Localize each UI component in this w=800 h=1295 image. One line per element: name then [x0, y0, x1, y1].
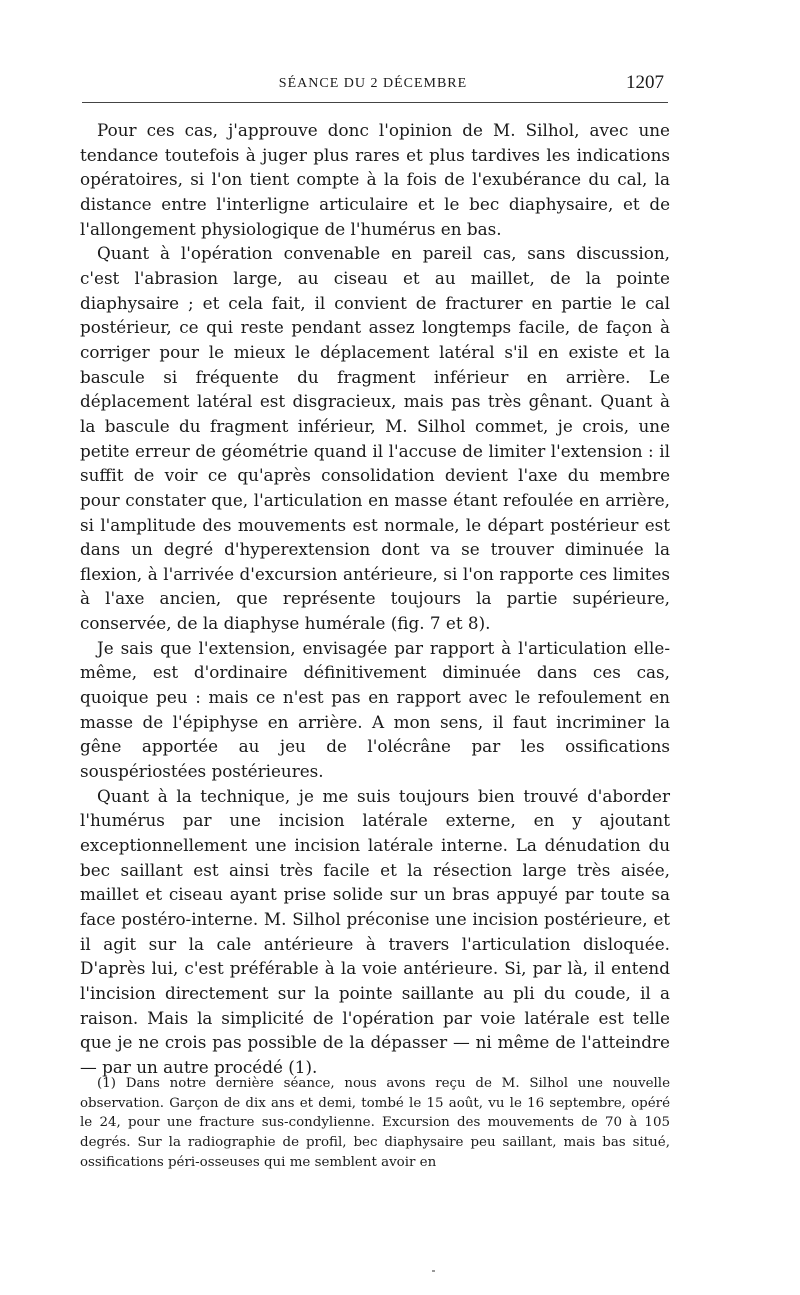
paragraph: Quant à la technique, je me suis toujours bien trouvé d'aborder l'humérus par une incision latérale externe, en y ajoutant exceptionnellement une incision latérale interne. La dénudation du bec saillant est ainsi très facile et la résection large très aisée, maillet et ciseau ayant prise solide sur un bras appuyé par toute sa face postéro-interne. M. Silhol préconise une incision postérieure, et il agit sur la cale antérieure à travers l'articulation disloquée. D'après lui, c'est préférable à la voie antérieure. Si, par là, il entend l'incision directement sur la pointe saillante au pli du coude, il a raison. Mais la simplicité de l'opération par voie latérale est telle que je ne crois pas possible de la dépasser — ni même de l'atteindre — par un autre procédé (1). [80, 785, 670, 1077]
header-rule [82, 102, 668, 103]
footnote: (1) Dans notre dernière séance, nous avons reçu de M. Silhol une nouvelle observation. Garçon de dix ans et demi, tombé le 15 août, vu le 16 septembre, opéré le 24, pour une fracture sus-condylienne. Excursion des mouvements de 70 à 105 degrés. Sur la radiographie de profil, bec diaphysaire peu saillant, mais bas situé, ossifications péri-osseuses qui me semblent avoir en [80, 1076, 670, 1170]
running-head: SÉANCE DU 2 DÉCEMBRE [278, 76, 468, 91]
paragraph: Quant à l'opération convenable en pareil cas, sans discussion, c'est l'abrasion large, au ciseau et au maillet, de la pointe diaphysaire ; et cela fait, il convient de fracturer en partie le cal postérieur, ce qui reste pendant assez longtemps facile, de façon à corriger pour le mieux le déplacement latéral s'il en existe et la bascule si fréquente du fragment inférieur en arrière. Le déplacement latéral est disgracieux, mais pas très gênant. Quant à la bascule du fragment inférieur, M. Silhol commet, je crois, une petite erreur de géométrie quand il l'accuse de limiter l'extension : il suffit de voir ce qu'après consolidation devient l'axe du membre pour constater que, l'articulation en masse étant refoulée en arrière, si l'amplitude des mouvements est normale, le départ postérieur est dans un degré d'hyperextension dont va se trouver diminuée la flexion, à l'arrivée d'excursion antérieure, si l'on rapporte ces limites à l'axe ancien, que représente toujours la partie supérieure, conservée, de la diaphyse humérale (fig. 7 et 8). [80, 243, 670, 634]
print-speck [432, 1270, 435, 1272]
main-text [80, 118, 670, 1080]
page-header [78, 72, 668, 98]
page-number: 1207 [626, 72, 664, 93]
paragraph: Je sais que l'extension, envisagée par rapport à l'articulation elle-même, est d'ordinaire définitivement diminuée dans ces cas, quoique peu : mais ce n'est pas en rapport avec le refoulement en masse de l'épiphyse en arrière. A mon sens, il faut incriminer la gêne apportée au jeu de l'olécrâne par les ossifications souspériostées postérieures. [80, 637, 670, 782]
paragraph: Pour ces cas, j'approuve donc l'opinion de M. Silhol, avec une tendance toutefois à juger plus rares et plus tardives les indications opératoires, si l'on tient compte à la fois de l'exubérance du cal, la distance entre l'interligne articulaire et le bec diaphysaire, et de l'allongement physiologique de l'humérus en bas. [80, 120, 670, 239]
